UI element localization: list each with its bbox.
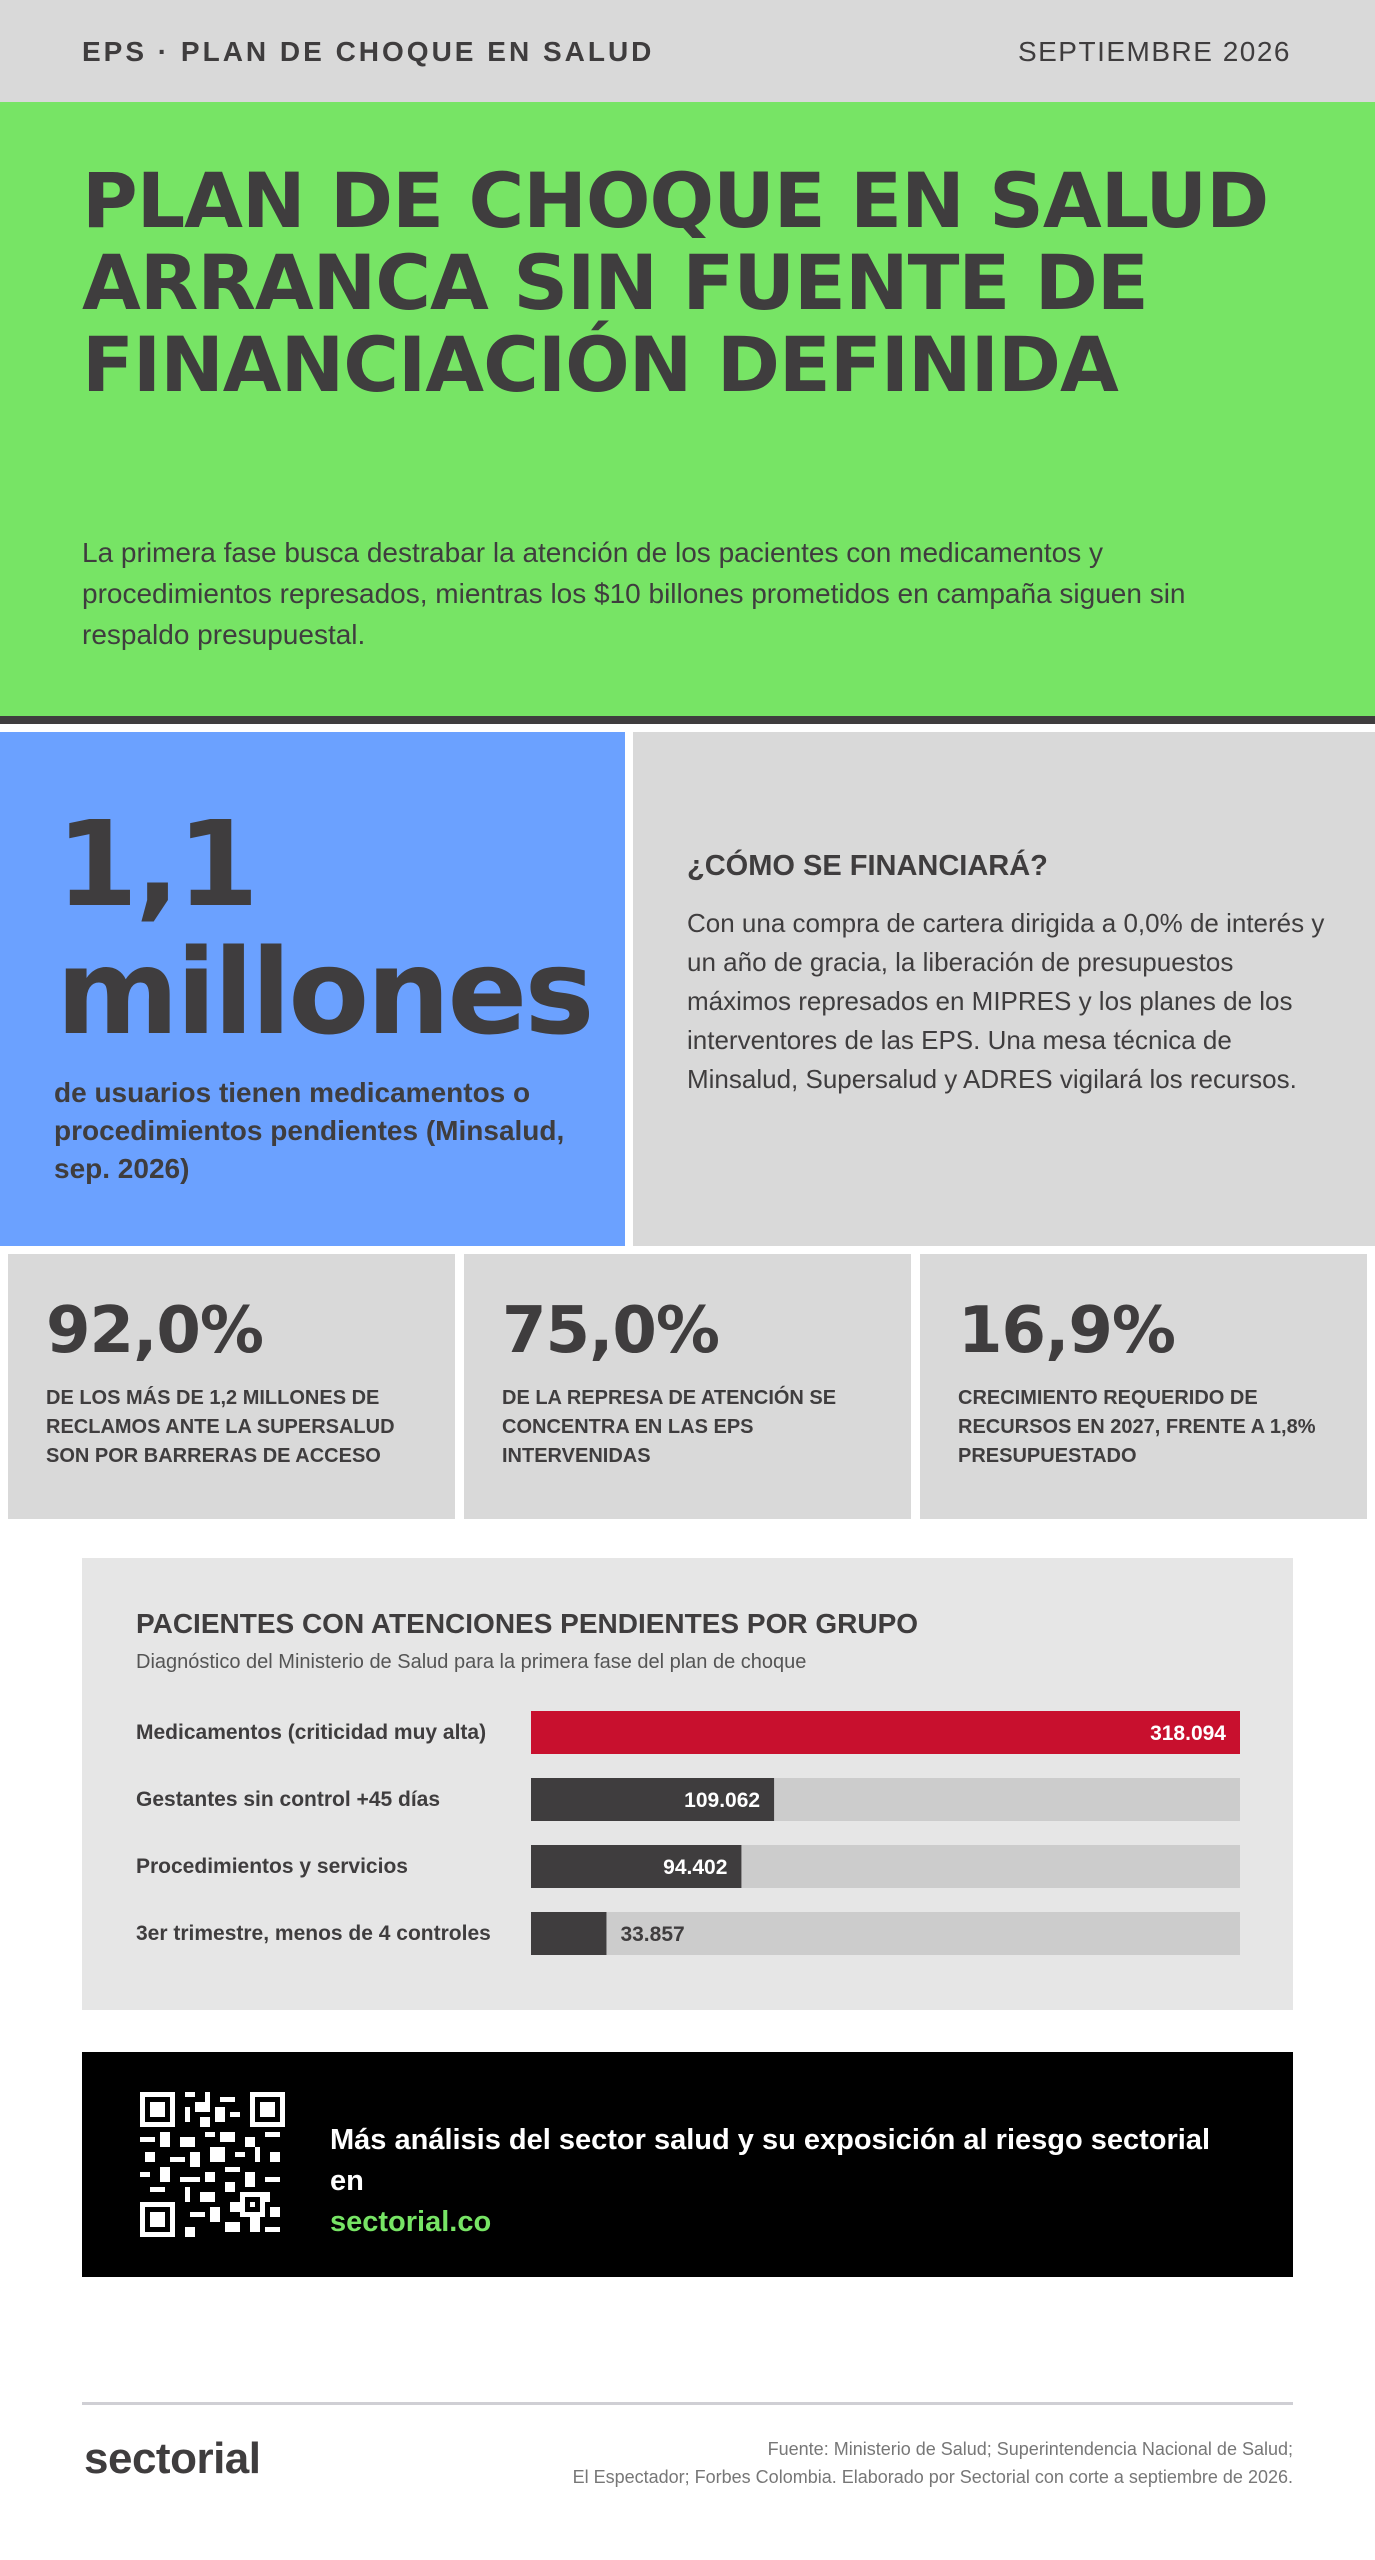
- bar-value-label: 109.062: [684, 1789, 761, 1812]
- financing-body: Con una compra de cartera dirigida a 0,0% de interés y un año de gracia, la liberación de presupuestos máximos represados en MIPRES y los planes de los interventores de las EPS. Una mesa técnica de Minsalud, Supersalud y ADRES vigilará los recursos.: [687, 908, 1325, 1094]
- cta-banner: [82, 2052, 1293, 2277]
- lead-paragraph: La primera fase busca destrabar la atención de los pacientes con medicamentos y procedimientos represados, mientras los $10 billones prometidos en campaña siguen sin respaldo presupuestal.: [82, 537, 1186, 650]
- source-line-2: El Espectador; Forbes Colombia. Elaborado por Sectorial con corte a septiembre de 2026.: [572, 2467, 1293, 2487]
- big-stat-number-line1: 1,1: [56, 795, 257, 933]
- bar-category-label: Procedimientos y servicios: [136, 1855, 408, 1878]
- sectorial-logo[interactable]: [84, 2434, 261, 2484]
- stat-value: 75,0%: [502, 1294, 720, 1368]
- stat-card-growth: [920, 1254, 1367, 1519]
- big-stat-description: de usuarios tienen medicamentos o procedimientos pendientes (Minsalud, sep. 2026): [54, 1077, 565, 1184]
- stat-label: CRECIMIENTO REQUERIDO DE RECURSOS EN 2027, FRENTE A 1,8% PRESUPUESTADO: [958, 1387, 1316, 1467]
- footer-divider: [82, 2402, 1293, 2405]
- cta-link[interactable]: sectorial.co: [330, 2206, 492, 2238]
- stat-label: DE LOS MÁS DE 1,2 MILLONES DE RECLAMOS ANTE LA SUPERSALUD SON POR BARRERAS DE ACCESO: [46, 1387, 395, 1467]
- stat-value: 16,9%: [958, 1294, 1176, 1368]
- bar-category-label: Gestantes sin control +45 días: [136, 1788, 441, 1811]
- stats-row: [0, 1254, 1375, 1519]
- bar-chart: [82, 1558, 1293, 2010]
- bar-chart-panel: [82, 1558, 1293, 2010]
- logo-text-part1: secto: [84, 2434, 197, 2483]
- financing-title: ¿CÓMO SE FINANCIARÁ?: [687, 850, 1048, 882]
- cta-text: [330, 2120, 1250, 2243]
- big-stat-number-line2: millones: [56, 923, 592, 1061]
- hero-section: [0, 102, 1375, 724]
- logo-text-part2: rial: [196, 2434, 261, 2483]
- chart-subtitle: Diagnóstico del Ministerio de Salud para la primera fase del plan de choque: [136, 1651, 807, 1673]
- stat-card-intervened: [464, 1254, 911, 1519]
- big-stat-panel: [0, 732, 625, 1246]
- stat-value: 92,0%: [46, 1294, 264, 1368]
- stat-card-access: [8, 1254, 455, 1519]
- bar-category-label: Medicamentos (criticidad muy alta): [136, 1721, 487, 1744]
- financing-panel: [633, 732, 1375, 1246]
- top-bar: [0, 0, 1375, 102]
- big-stat-number: [56, 795, 592, 1061]
- bar: [531, 1711, 1240, 1754]
- source-line-1: Fuente: Ministerio de Salud; Superintendencia Nacional de Salud;: [767, 2439, 1293, 2459]
- headline: PLAN DE CHOQUE EN SALUD ARRANCA SIN FUENTE DE FINANCIACIÓN DEFINIDA: [82, 156, 1269, 409]
- chart-title: PACIENTES CON ATENCIONES PENDIENTES POR GRUPO: [136, 1608, 919, 1639]
- cta-message: Más análisis del sector salud y su exposición al riesgo sectorial en: [330, 2124, 1211, 2197]
- bar-value-label: 94.402: [663, 1856, 728, 1879]
- source-note: [433, 2435, 1293, 2491]
- qr-code-icon[interactable]: [140, 2092, 285, 2237]
- section-kicker: EPS · PLAN DE CHOQUE EN SALUD: [82, 36, 655, 67]
- bar: [531, 1912, 606, 1955]
- issue-date: SEPTIEMBRE 2026: [1017, 36, 1291, 67]
- bar-category-label: 3er trimestre, menos de 4 controles: [136, 1922, 491, 1945]
- bar-value-label: 33.857: [620, 1923, 685, 1946]
- stat-label: DE LA REPRESA DE ATENCIÓN SE CONCENTRA EN LAS EPS INTERVENIDAS: [502, 1387, 837, 1467]
- bar-value-label: 318.094: [1150, 1722, 1226, 1745]
